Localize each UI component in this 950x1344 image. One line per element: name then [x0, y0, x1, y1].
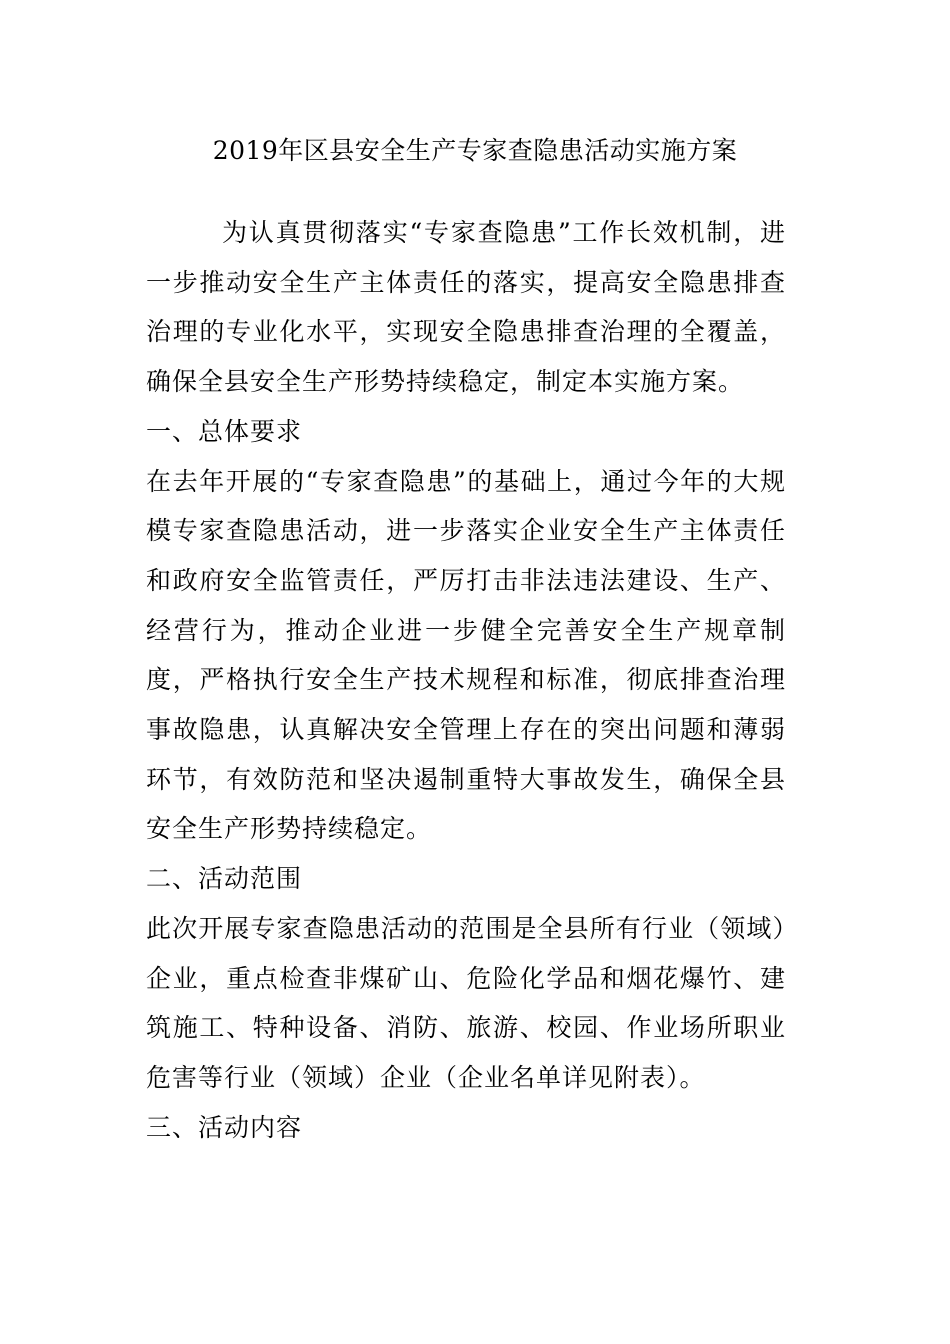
section-heading-activity-content: 三、活动内容: [146, 1112, 303, 1142]
intro-paragraph: 为认真贯彻落实“专家查隐患”工作长效机制，进一步推动安全生产主体责任的落实，提高安全隐患排查治理的专业化水平，实现安全隐患排查治理的全覆盖，确保全县安全生产形势持续稳定，制定本实施方案。: [146, 218, 786, 397]
section-text-overall-requirements: 在去年开展的“专家查隐患”的基础上，通过今年的大规模专家查隐患活动，进一步落实企业安全生产主体责任和政府安全监管责任，严厉打击非法违法建设、生产、经营行为，推动企业进一步健全完善安全生产规章制度，严格执行安全生产技术规程和标准，彻底排查治理事故隐患，认真解决安全管理上存在的突出问题和薄弱环节，有效防范和坚决遏制重特大事故发生，确保全县安全生产形势持续稳定。: [146, 466, 786, 844]
document-title: 2019年区县安全生产专家查隐患活动实施方案: [212, 136, 738, 165]
section-heading-overall-requirements: 一、总体要求: [146, 416, 303, 446]
section-text-activity-scope: 此次开展专家查隐患活动的范围是全县所有行业（领域）企业，重点检查非煤矿山、危险化学品和烟花爆竹、建筑施工、特种设备、消防、旅游、校园、作业场所职业危害等行业（领域）企业（企业名单详见附表）。: [146, 913, 786, 1092]
section-heading-activity-scope: 二、活动范围: [146, 864, 303, 894]
document-body: [146, 208, 786, 1152]
